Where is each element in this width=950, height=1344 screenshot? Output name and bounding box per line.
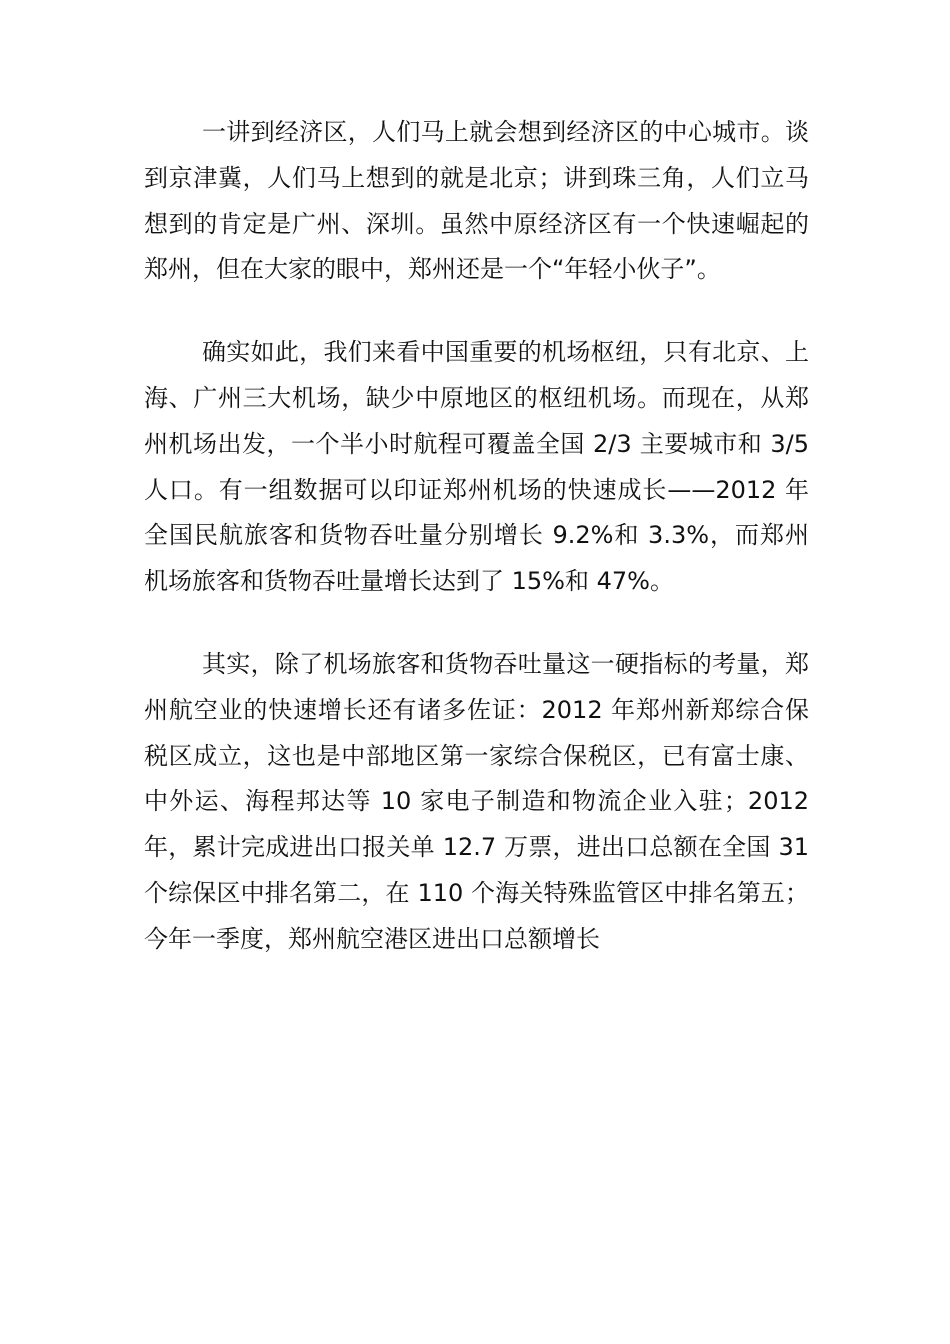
paragraph-1: 一讲到经济区，人们马上就会想到经济区的中心城市。谈到京津冀，人们马上想到的就是北京；讲到珠三角，人们立马想到的肯定是广州、深圳。虽然中原经济区有一个快速崛起的郑州，但在大家的眼中，郑州还是一个“年轻小伙子”。 [144, 118, 809, 284]
paragraph-3: 其实，除了机场旅客和货物吞吐量这一硬指标的考量，郑州航空业的快速增长还有诸多佐证：2012 年郑州新郑综合保税区成立，这也是中部地区第一家综合保税区，已有富士康、中外运、海程邦达等 10 家电子制造和物流企业入驻；2012 年，累计完成进出口报关单 12.7 万票，进出口总额在全国 31 个综保区中排名第二，在 110 个海关特殊监管区中排名第五；今年一季度，郑州航空港区进出口总额增长 [144, 649, 809, 953]
document-body [144, 110, 809, 963]
paragraph-2: 确实如此，我们来看中国重要的机场枢纽，只有北京、上海、广州三大机场，缺少中原地区的枢纽机场。而现在，从郑州机场出发，一个半小时航程可覆盖全国 2/3 主要城市和 3/5 人口。有一组数据可以印证郑州机场的快速成长——2012 年全国民航旅客和货物吞吐量分别增长 9.2%和 3.3%，而郑州机场旅客和货物吞吐量增长达到了 15%和 47%。 [144, 338, 809, 596]
